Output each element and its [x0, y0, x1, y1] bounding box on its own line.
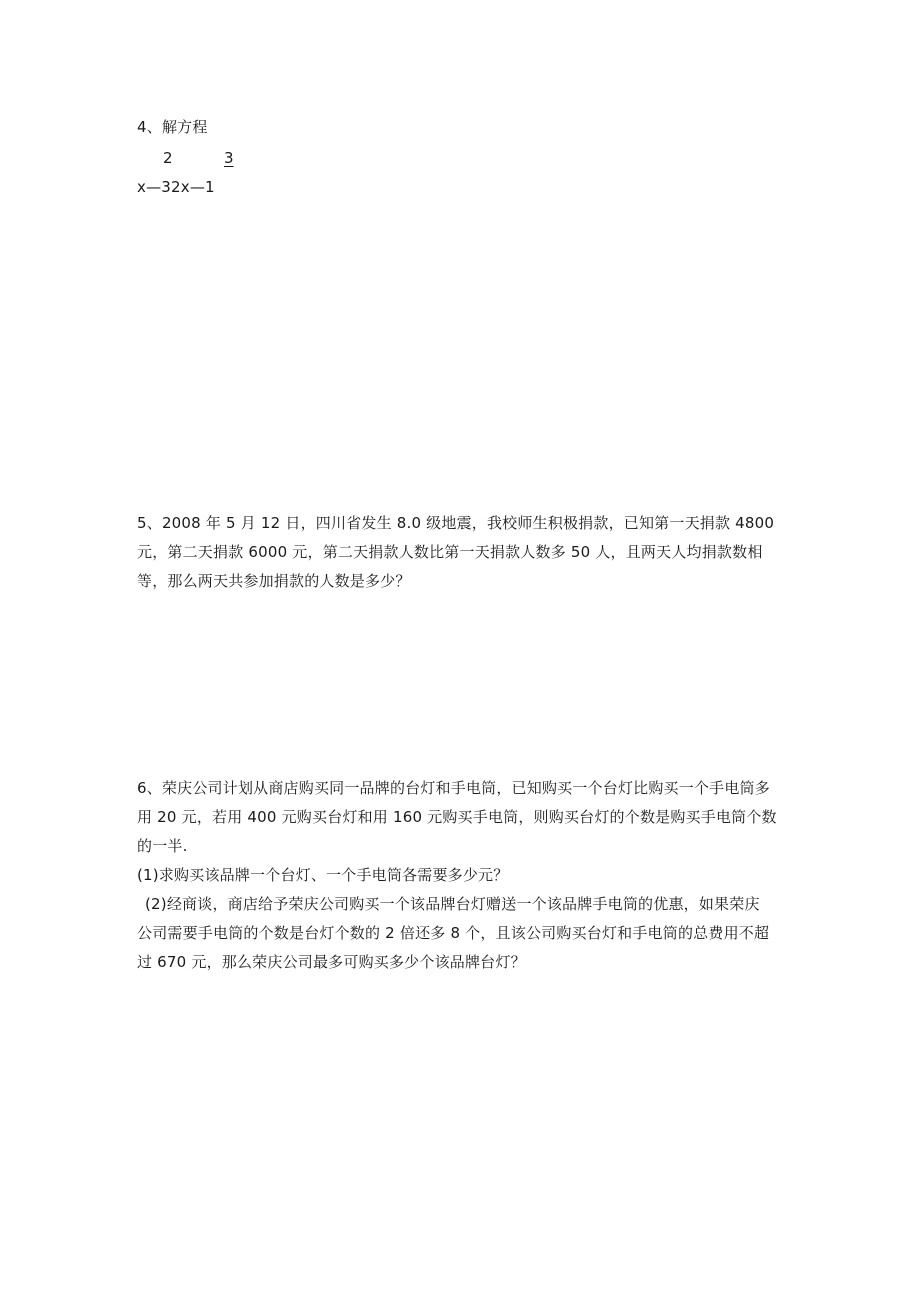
question-6-line: 的一半.: [137, 837, 188, 855]
question-6-line: 用 20 元，若用 400 元购买台灯和用 160 元购买手电筒，则购买台灯的个数是购买手电筒个数: [137, 808, 777, 826]
question-4-title-text: 4、解方程: [137, 118, 208, 136]
question-6-part-2: (2)经商谈，商店给予荣庆公司购买一个该品牌台灯赠送一个该品牌手电筒的优惠，如果荣庆: [145, 895, 760, 913]
question-5-line: 5、2008 年 5 月 12 日，四川省发生 8.0 级地震，我校师生积极捐款，已知第一天捐款 4800: [137, 514, 775, 532]
question-6-line: 过 670 元，那么荣庆公司最多可购买多少个该品牌台灯？: [137, 953, 526, 971]
question-5-line: 元，第二天捐款 6000 元，第二天捐款人数比第一天捐款人数多 50 人，且两天人均捐款数相: [137, 543, 763, 561]
question-6-part-1: (1)求购买该品牌一个台灯、一个手电筒各需要多少元？: [137, 866, 509, 884]
question-4-equation: [137, 174, 787, 200]
question-6: [137, 774, 787, 977]
fraction-numerator-b: 3: [224, 149, 234, 167]
question-5: [137, 509, 787, 596]
question-6-line: 6、荣庆公司计划从商店购买同一品牌的台灯和手电筒，已知购买一个台灯比购买一个手电筒多: [137, 779, 770, 797]
question-5-line: 等，那么两天共参加捐款的人数是多少？: [137, 572, 411, 590]
question-4-fraction-numerators: [137, 145, 337, 171]
fraction-numerator-a: 2: [163, 149, 173, 167]
question-4-title: [137, 114, 787, 140]
question-6-line: 公司需要手电筒的个数是台灯个数的 2 倍还多 8 个，且该公司购买台灯和手电筒的总费用不超: [137, 924, 770, 942]
question-4-equation-text: x—32x—1: [137, 178, 215, 196]
